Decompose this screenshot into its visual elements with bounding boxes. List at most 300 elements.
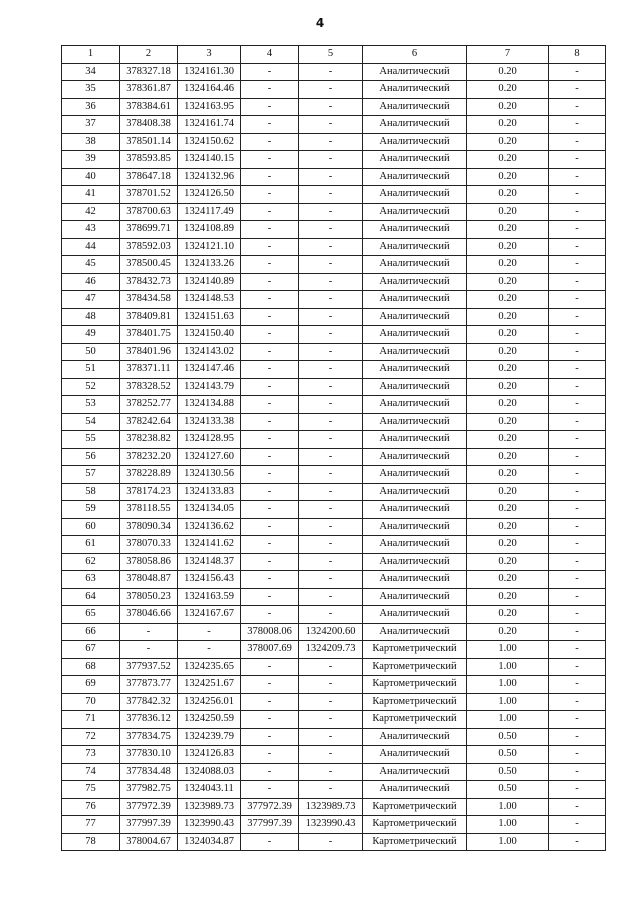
table-cell: - — [549, 711, 606, 729]
table-cell: 0.50 — [467, 746, 549, 764]
table-cell: - — [241, 448, 299, 466]
table-cell: 59 — [62, 501, 120, 519]
table-cell: - — [241, 203, 299, 221]
table-cell: 378090.34 — [120, 518, 178, 536]
table-cell: 0.20 — [467, 623, 549, 641]
table-row — [62, 501, 606, 519]
table-cell: Картометрический — [363, 798, 467, 816]
table-cell: 69 — [62, 676, 120, 694]
table-row — [62, 798, 606, 816]
table-cell: - — [299, 658, 363, 676]
table-cell: 72 — [62, 728, 120, 746]
table-cell: - — [549, 483, 606, 501]
table-cell: 67 — [62, 641, 120, 659]
table-cell: 49 — [62, 326, 120, 344]
table-cell: - — [241, 676, 299, 694]
table-cell: Аналитический — [363, 571, 467, 589]
table-cell: 40 — [62, 168, 120, 186]
table-cell: 378501.14 — [120, 133, 178, 151]
table-cell: Аналитический — [363, 396, 467, 414]
column-header: 2 — [120, 46, 178, 64]
table-cell: 0.20 — [467, 431, 549, 449]
table-cell: 1324151.63 — [178, 308, 241, 326]
table-cell: 1324126.50 — [178, 186, 241, 204]
table-cell: Аналитический — [363, 186, 467, 204]
table-cell: - — [549, 518, 606, 536]
table-cell: 1324150.40 — [178, 326, 241, 344]
table-cell: 60 — [62, 518, 120, 536]
table-cell: - — [241, 833, 299, 851]
table-cell: 378500.45 — [120, 256, 178, 274]
table-row — [62, 98, 606, 116]
table-cell: 1324132.96 — [178, 168, 241, 186]
table-cell: Аналитический — [363, 133, 467, 151]
table-cell: 1.00 — [467, 676, 549, 694]
table-cell: - — [241, 238, 299, 256]
table-cell: - — [549, 326, 606, 344]
table-cell: 0.20 — [467, 361, 549, 379]
table-row — [62, 571, 606, 589]
table-row — [62, 361, 606, 379]
table-cell: - — [241, 553, 299, 571]
table-cell: 1324150.62 — [178, 133, 241, 151]
table-cell: - — [549, 273, 606, 291]
table-cell: 1324163.95 — [178, 98, 241, 116]
column-header: 8 — [549, 46, 606, 64]
table-cell: - — [299, 466, 363, 484]
table-cell: 44 — [62, 238, 120, 256]
table-cell: 62 — [62, 553, 120, 571]
table-cell: - — [299, 553, 363, 571]
table-cell: - — [299, 238, 363, 256]
table-cell: 378384.61 — [120, 98, 178, 116]
table-row — [62, 728, 606, 746]
table-cell: Аналитический — [363, 361, 467, 379]
table-cell: - — [241, 536, 299, 554]
table-cell: - — [299, 203, 363, 221]
table-cell: - — [241, 396, 299, 414]
table-row — [62, 203, 606, 221]
table-cell: - — [299, 81, 363, 99]
column-header: 4 — [241, 46, 299, 64]
table-cell: Аналитический — [363, 116, 467, 134]
table-cell: 75 — [62, 781, 120, 799]
table-cell: 0.20 — [467, 536, 549, 554]
table-cell: - — [178, 623, 241, 641]
table-cell: 377873.77 — [120, 676, 178, 694]
table-cell: 1324140.15 — [178, 151, 241, 169]
table-cell: 0.20 — [467, 571, 549, 589]
table-row — [62, 641, 606, 659]
table-cell: 66 — [62, 623, 120, 641]
table-cell: - — [549, 431, 606, 449]
table-cell: 63 — [62, 571, 120, 589]
table-cell: 1324148.53 — [178, 291, 241, 309]
page-number: 4 — [315, 16, 325, 30]
table-cell: 0.50 — [467, 763, 549, 781]
table-row — [62, 378, 606, 396]
table-cell: 70 — [62, 693, 120, 711]
table-cell: 1324130.56 — [178, 466, 241, 484]
table-cell: 378238.82 — [120, 431, 178, 449]
table-cell: - — [241, 81, 299, 99]
table-cell: 1.00 — [467, 816, 549, 834]
table-cell: - — [299, 308, 363, 326]
table-row — [62, 746, 606, 764]
table-cell: 77 — [62, 816, 120, 834]
table-cell: 378409.81 — [120, 308, 178, 326]
table-row — [62, 693, 606, 711]
table-cell: - — [241, 466, 299, 484]
table-row — [62, 343, 606, 361]
table-cell: Аналитический — [363, 536, 467, 554]
table-cell: 1324167.67 — [178, 606, 241, 624]
table-cell: 1324250.59 — [178, 711, 241, 729]
column-header: 6 — [363, 46, 467, 64]
table-cell: - — [241, 763, 299, 781]
table-cell: 378007.69 — [241, 641, 299, 659]
table-cell: - — [241, 483, 299, 501]
table-cell: - — [241, 658, 299, 676]
table-cell: 378118.55 — [120, 501, 178, 519]
table-cell: - — [549, 501, 606, 519]
column-header: 5 — [299, 46, 363, 64]
table-cell: - — [299, 343, 363, 361]
table-cell: - — [120, 623, 178, 641]
table-cell: 1.00 — [467, 641, 549, 659]
table-cell: 378434.58 — [120, 291, 178, 309]
table-cell: 1324235.65 — [178, 658, 241, 676]
table-row — [62, 553, 606, 571]
table-cell: - — [241, 431, 299, 449]
table-cell: 0.20 — [467, 413, 549, 431]
table-cell: - — [549, 378, 606, 396]
table-cell: 0.20 — [467, 116, 549, 134]
table-cell: 0.50 — [467, 728, 549, 746]
table-cell: Аналитический — [363, 98, 467, 116]
table-cell: 53 — [62, 396, 120, 414]
table-cell: - — [299, 711, 363, 729]
table-cell: 0.20 — [467, 378, 549, 396]
table-cell: 0.20 — [467, 291, 549, 309]
table-cell: 378046.66 — [120, 606, 178, 624]
table-cell: Картометрический — [363, 816, 467, 834]
table-row — [62, 518, 606, 536]
table-cell: - — [299, 536, 363, 554]
table-cell: - — [299, 413, 363, 431]
table-cell: 0.20 — [467, 588, 549, 606]
table-cell: - — [241, 606, 299, 624]
table-cell: 0.20 — [467, 518, 549, 536]
table-cell: - — [299, 291, 363, 309]
table-row — [62, 833, 606, 851]
table-cell: 1323989.73 — [178, 798, 241, 816]
table-cell: 1324134.88 — [178, 396, 241, 414]
table-cell: 73 — [62, 746, 120, 764]
table-cell: Аналитический — [363, 466, 467, 484]
table-cell: 378699.71 — [120, 221, 178, 239]
table-cell: 378361.87 — [120, 81, 178, 99]
table-cell: - — [549, 448, 606, 466]
table-cell: - — [549, 676, 606, 694]
table-cell: Аналитический — [363, 501, 467, 519]
table-cell: 378401.96 — [120, 343, 178, 361]
table-cell: 377997.39 — [120, 816, 178, 834]
table-cell: Аналитический — [363, 378, 467, 396]
table-row — [62, 186, 606, 204]
table-cell: - — [549, 798, 606, 816]
table-cell: Аналитический — [363, 291, 467, 309]
table-cell: 36 — [62, 98, 120, 116]
table-cell: 0.20 — [467, 466, 549, 484]
table-cell: 0.20 — [467, 221, 549, 239]
table-cell: - — [549, 396, 606, 414]
table-row — [62, 536, 606, 554]
table-cell: - — [299, 693, 363, 711]
table-cell: 378232.20 — [120, 448, 178, 466]
table-cell: 55 — [62, 431, 120, 449]
table-cell: Аналитический — [363, 256, 467, 274]
table-cell: - — [299, 728, 363, 746]
table-cell: Аналитический — [363, 746, 467, 764]
table-cell: - — [178, 641, 241, 659]
table-cell: - — [299, 781, 363, 799]
table-cell: 0.20 — [467, 186, 549, 204]
column-header: 7 — [467, 46, 549, 64]
table-cell: - — [299, 606, 363, 624]
table-cell: - — [299, 221, 363, 239]
table-cell: 57 — [62, 466, 120, 484]
table-cell: - — [241, 256, 299, 274]
table-cell: Аналитический — [363, 448, 467, 466]
table-cell: - — [549, 116, 606, 134]
table-cell: 377834.48 — [120, 763, 178, 781]
table-cell: - — [241, 133, 299, 151]
table-cell: 38 — [62, 133, 120, 151]
table-cell: Картометрический — [363, 658, 467, 676]
table-cell: - — [299, 186, 363, 204]
table-cell: 1324127.60 — [178, 448, 241, 466]
table-row — [62, 256, 606, 274]
table-cell: - — [299, 676, 363, 694]
table-cell: 46 — [62, 273, 120, 291]
table-cell: 78 — [62, 833, 120, 851]
table-cell: 58 — [62, 483, 120, 501]
table-cell: Аналитический — [363, 606, 467, 624]
table-cell: 378058.86 — [120, 553, 178, 571]
table-cell: 378700.63 — [120, 203, 178, 221]
table-cell: - — [549, 343, 606, 361]
table-cell: Аналитический — [363, 63, 467, 81]
table-cell: 378432.73 — [120, 273, 178, 291]
table-cell: - — [299, 273, 363, 291]
table-cell: 0.20 — [467, 151, 549, 169]
table-cell: - — [549, 763, 606, 781]
table-cell: - — [241, 116, 299, 134]
table-cell: 0.20 — [467, 238, 549, 256]
table-body — [62, 63, 606, 851]
table-cell: 377982.75 — [120, 781, 178, 799]
table-cell: - — [241, 693, 299, 711]
table-cell: - — [549, 588, 606, 606]
table-cell: - — [299, 763, 363, 781]
table-cell: 1.00 — [467, 798, 549, 816]
table-cell: Аналитический — [363, 81, 467, 99]
table-cell: - — [241, 378, 299, 396]
table-cell: 1324088.03 — [178, 763, 241, 781]
table-row — [62, 816, 606, 834]
table-row — [62, 448, 606, 466]
table-row — [62, 116, 606, 134]
table-cell: Аналитический — [363, 343, 467, 361]
table-cell: - — [549, 63, 606, 81]
table-cell: 0.20 — [467, 396, 549, 414]
table-cell: 65 — [62, 606, 120, 624]
table-cell: - — [549, 151, 606, 169]
table-cell: 378408.38 — [120, 116, 178, 134]
table-cell: - — [549, 816, 606, 834]
table-cell: - — [549, 571, 606, 589]
table-cell: 378401.75 — [120, 326, 178, 344]
table-cell: 1324140.89 — [178, 273, 241, 291]
table-cell: 0.20 — [467, 256, 549, 274]
table-cell: 1324034.87 — [178, 833, 241, 851]
table-cell: - — [241, 711, 299, 729]
table-row — [62, 396, 606, 414]
table-cell: - — [299, 431, 363, 449]
table-cell: 1324156.43 — [178, 571, 241, 589]
table-cell: - — [549, 746, 606, 764]
table-cell: 42 — [62, 203, 120, 221]
table-cell: - — [299, 63, 363, 81]
table-cell: - — [299, 326, 363, 344]
table-cell: 1324108.89 — [178, 221, 241, 239]
table-cell: 0.20 — [467, 553, 549, 571]
table-cell: 1324148.37 — [178, 553, 241, 571]
coordinates-table — [61, 45, 606, 851]
table-cell: 378371.11 — [120, 361, 178, 379]
table-cell: - — [299, 256, 363, 274]
table-cell: 378701.52 — [120, 186, 178, 204]
table-row — [62, 63, 606, 81]
table-cell: - — [549, 536, 606, 554]
table-cell: - — [241, 343, 299, 361]
table-cell: 0.20 — [467, 273, 549, 291]
table-cell: - — [299, 361, 363, 379]
table-row — [62, 781, 606, 799]
table-cell: - — [299, 98, 363, 116]
table-cell: - — [549, 186, 606, 204]
table-cell: 64 — [62, 588, 120, 606]
table-cell: Аналитический — [363, 781, 467, 799]
table-cell: Аналитический — [363, 588, 467, 606]
table-cell: - — [549, 98, 606, 116]
table-cell: - — [549, 781, 606, 799]
table-cell: - — [241, 291, 299, 309]
table-cell: - — [120, 641, 178, 659]
table-cell: Аналитический — [363, 168, 467, 186]
table-cell: 1.00 — [467, 658, 549, 676]
table-cell: - — [549, 238, 606, 256]
table-cell: - — [299, 588, 363, 606]
table-cell: 1324121.10 — [178, 238, 241, 256]
table-cell: - — [241, 571, 299, 589]
table-cell: 1324239.79 — [178, 728, 241, 746]
table-cell: 1324128.95 — [178, 431, 241, 449]
table-cell: 1.00 — [467, 693, 549, 711]
table-row — [62, 238, 606, 256]
table-cell: - — [241, 98, 299, 116]
table-cell: 0.20 — [467, 448, 549, 466]
table-cell: 0.20 — [467, 133, 549, 151]
table-cell: - — [549, 81, 606, 99]
table-cell: Аналитический — [363, 238, 467, 256]
table-cell: 0.20 — [467, 326, 549, 344]
table-cell: - — [241, 413, 299, 431]
table-cell: 0.20 — [467, 63, 549, 81]
table-cell: - — [549, 606, 606, 624]
table-cell: Картометрический — [363, 693, 467, 711]
table-cell: - — [241, 308, 299, 326]
table-cell: 377842.32 — [120, 693, 178, 711]
table-cell: - — [299, 168, 363, 186]
table-row — [62, 466, 606, 484]
table-cell: - — [241, 518, 299, 536]
table-cell: - — [549, 413, 606, 431]
table-cell: Аналитический — [363, 483, 467, 501]
table-cell: 39 — [62, 151, 120, 169]
table-cell: 1324209.73 — [299, 641, 363, 659]
table-cell: - — [549, 203, 606, 221]
table-cell: Аналитический — [363, 518, 467, 536]
table-cell: 1324133.26 — [178, 256, 241, 274]
table-cell: Аналитический — [363, 431, 467, 449]
table-row — [62, 763, 606, 781]
table-cell: Аналитический — [363, 623, 467, 641]
table-cell: 1324251.67 — [178, 676, 241, 694]
table-row — [62, 81, 606, 99]
table-cell: 1323990.43 — [299, 816, 363, 834]
table-row — [62, 413, 606, 431]
table-cell: - — [241, 186, 299, 204]
table-cell: 1324147.46 — [178, 361, 241, 379]
table-cell: 378647.18 — [120, 168, 178, 186]
table-cell: - — [299, 133, 363, 151]
table-cell: 378070.33 — [120, 536, 178, 554]
table-cell: - — [241, 746, 299, 764]
table-cell: 1.00 — [467, 711, 549, 729]
table-cell: - — [549, 361, 606, 379]
table-cell: 35 — [62, 81, 120, 99]
table-cell: - — [241, 588, 299, 606]
table-cell: - — [549, 623, 606, 641]
table-cell: - — [241, 326, 299, 344]
table-cell: Аналитический — [363, 326, 467, 344]
table-cell: 34 — [62, 63, 120, 81]
table-cell: 377830.10 — [120, 746, 178, 764]
table-cell: 1324161.74 — [178, 116, 241, 134]
table-cell: 1324133.38 — [178, 413, 241, 431]
table-cell: - — [299, 116, 363, 134]
table-row — [62, 588, 606, 606]
table-cell: Картометрический — [363, 833, 467, 851]
table-cell: 377937.52 — [120, 658, 178, 676]
table-cell: Аналитический — [363, 553, 467, 571]
table-cell: 1324141.62 — [178, 536, 241, 554]
table-cell: Аналитический — [363, 413, 467, 431]
table-cell: 378228.89 — [120, 466, 178, 484]
table-row — [62, 291, 606, 309]
